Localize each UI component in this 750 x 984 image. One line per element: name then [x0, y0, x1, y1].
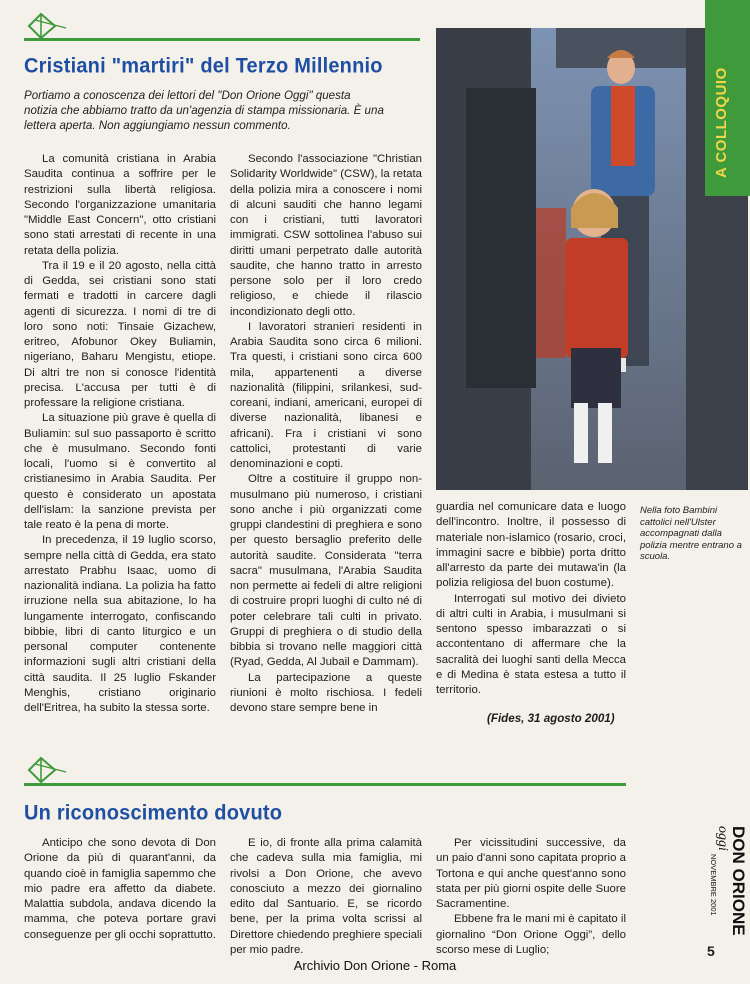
masthead-name: DON ORIONE	[729, 826, 748, 936]
paragraph: La situazione più grave è quella di Buliamin: sul suo passaporto è scritto che è musulmano. Secondo fonti locali, l'uomo si è convertito al cristianesimo in Arabia Saudita. Per questo è considerato un apostata dell'islam: la sanzione prevista per tale reato è la pena di morte.	[24, 412, 216, 531]
section-tab	[705, 0, 750, 196]
article-signature: (Fides, 31 agosto 2001)	[487, 712, 615, 725]
archive-footer: Archivio Don Orione - Roma	[293, 958, 457, 973]
paragraph: Per vicissitudini successive, da un paio d'anni sono capitata proprio a Tortona e qui anche quest'anno sono stata per più giorni ospite delle Suore Sacramentine.	[436, 837, 626, 910]
article-intro: Portiamo a conoscenza dei lettori del "Don Orione Oggi" questa notizia che abbiamo tratto da un'agenzia di stampa missionaria. È una lettera aperta. Non aggiungiamo nessun commento.	[24, 89, 384, 133]
article-column-3	[436, 500, 626, 698]
paragraph: Ebbene fra le mani mi è capitato il giornalino “Don Orione Oggi”, dello scorso mese di Luglio;	[436, 913, 626, 956]
paragraph: Tra il 19 e il 20 agosto, nella città di Gedda, sei cristiani sono stati fermati e tradotti in carcere dagli agenti di sicurezza. I nomi di tre di loro sono noti: Tinsaie Gizachew, eritreo, Afobunor Okey Buliamin, nigeriano, Baharu Mengistu, etiope. Di altri tre non si conosce l'identità precisa. L'accusa per tutti è di professare la religione cristiana.	[24, 259, 216, 409]
article-column-1	[24, 152, 216, 716]
page-number: 5	[707, 943, 715, 959]
article-column-1	[24, 836, 216, 943]
paragraph: In precedenza, il 19 luglio scorso, sempre nella città di Gedda, era stato arrestato Prabhu Isaac, uomo di nazionalità indiana. La polizia ha fatto irruzione nella sua abitazione, lo ha lungamente interrogato, confiscando bibbie, libri di canto liturgico e un personal computer contenente informazioni sugli altri cristiani della città saudita. Il 25 luglio Fskander Menghis, cristiano originario dell'Eritrea, ha subito la stessa sorte.	[24, 534, 216, 714]
masthead	[692, 826, 748, 936]
header-rule	[24, 38, 420, 41]
book-logo-icon	[26, 752, 68, 786]
header-rule	[24, 783, 626, 786]
book-logo-icon	[26, 8, 68, 42]
paragraph: Secondo l'associazione "Christian Solidarity Worldwide" (CSW), la retata della polizia mira a conoscere i nomi di alcuni sauditi che hanno legami con i cristiani, tutti lavoratori immigrati. CSW sottolinea l'abuso sui diritti umani perpetrato dalle autorità saudite, che hanno tratto in arresto persone solo per il loro credo religioso, e chiede il rilascio incondizionato degli otto.	[230, 153, 422, 318]
photo-illustration	[436, 28, 748, 490]
photo-caption: Nella foto Bambini cattolici nell'Ulster accompagnati dalla polizia mentre entrano a scuola.	[640, 505, 742, 563]
paragraph: guardia nel comunicare data e luogo dell'incontro. Inoltre, il possesso di materiale non-islamico (rosario, croci, immagini sacre e bibbie) porta dritto all'arresto da parte dei mutawa'in (la polizia religiosa del buon costume).	[436, 501, 626, 590]
paragraph: La comunità cristiana in Arabia Saudita continua a soffrire per le restrizioni sulla libertà religiosa. Secondo l'organizzazione umanitaria "Middle East Concern", otto cristiani sono stati arrestati di recente in una retata della polizia.	[24, 153, 216, 257]
masthead-date: NOVEMBRE 2001	[709, 854, 718, 916]
article-title: Cristiani "martiri" del Terzo Millennio	[24, 54, 383, 78]
article-column-2	[230, 152, 422, 716]
masthead-sub: oggi	[715, 826, 730, 851]
section-tab-label: A COLLOQUIO	[713, 67, 730, 178]
article-column-3	[436, 836, 626, 958]
photo-children-police	[436, 28, 748, 490]
paragraph: E io, di fronte alla prima calamità che cadeva sulla mia famiglia, mi rivolsi a Don Orione, che avevo conosciuto a mezzo dei giornalino edito dal Santuario. E, se ricordo bene, per la prima volta scrissi al Direttore chiedendo preghiere speciali per mio padre.	[230, 837, 422, 956]
paragraph: Oltre a costituire il gruppo non-musulmano più numeroso, i cristiani sono anche i più organizzati come gruppi clandestini di preghiera e sono per questo bersaglio preferito delle autorità saudite. Considerata "terra sacra" musulmana, l'Arabia Saudita non permette ai fedeli di altre religioni di costruire propri luoghi di culto né di poter celebrare tali culti in privato. Gruppi di preghiera o di studio della bibbia si trovano nelle maggiori città (Ryad, Gedda, Al Jubail e Dammam).	[230, 473, 422, 669]
paragraph: Interrogati sul motivo dei divieto di altri culti in Arabia, i musulmani si sentono spesso imbarazzati o si accontentano di affermare che la sacralità dei luoghi santi della Mecca e di Medina è stata estesa a tutto il territorio.	[436, 592, 626, 696]
article-column-2	[230, 836, 422, 958]
article-title: Un riconoscimento dovuto	[24, 801, 283, 825]
paragraph: La partecipazione a queste riunioni è molto rischiosa. I fedeli devono stare sempre bene in	[230, 671, 422, 714]
paragraph: I lavoratori stranieri residenti in Arabia Saudita sono circa 6 milioni. Tra questi, i cristiani sono circa 600 mila, appartenenti a diverse nazionalità (filippini, srilankesi, sud-coreani, indiani, americani, europei di diverse nazionalità, libanesi e africani). Fra i cristiani vi sono cattolici, protestanti di varie denominazioni e copti.	[230, 320, 422, 470]
paragraph: Anticipo che sono devota di Don Orione da più di quarant'anni, da quando cioè in famiglia sapemmo che mio padre era affetto da diabete. Malattia subdola, andava dicendo la mamma, che poteva portare gravi conseguenze per gli occhi soprattutto.	[24, 837, 216, 941]
